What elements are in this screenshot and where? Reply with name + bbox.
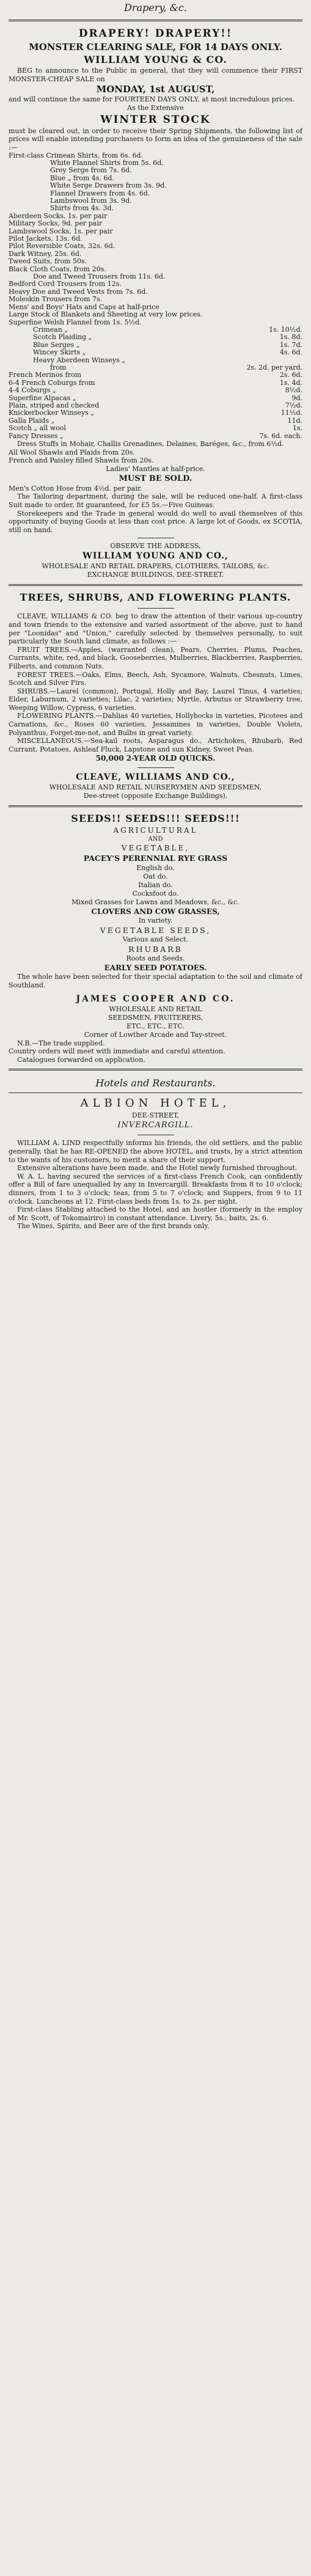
ad-agricultural: AGRICULTURAL: [113, 826, 198, 835]
price-list-item: Black Cloth Coats, from 20s.: [9, 265, 106, 273]
ad-trade-seeds-2: SEEDSMEN, FRUITERERS,: [108, 1013, 203, 1022]
price-list-item: Doe and Tweed Trousers from 11s. 6d.: [33, 273, 166, 281]
ad-stock-lead: As the Extensive: [127, 103, 184, 112]
ad-trade-trees: WHOLESALE AND RETAIL NURSERYMEN AND SEEDSMEN,: [49, 783, 262, 792]
ad-hose: Men's Cotton Hose from 4½d. per pair.: [9, 484, 142, 492]
ad-address-trees: Dee-street (opposite Exchange Buildings).: [83, 792, 228, 800]
drapery-advertisement: [9, 0, 302, 579]
price-list-item: Grey Serge from 7s. 6d.: [50, 166, 132, 175]
price-list-item: Pilot Reversible Coats, 32s. 6d.: [9, 242, 115, 251]
ad-various: Various and Select.: [122, 935, 189, 944]
seeds-advertisement: [9, 812, 302, 1064]
divider: [9, 20, 302, 21]
ad-mixed-grasses: Mixed Grasses for Lawns and Meadows, &c., &c.: [71, 898, 240, 907]
price-list-item: Flannel Drawers from 4s. 6d.: [50, 189, 150, 197]
price-list-item: Scotch „ all wool: [9, 424, 66, 433]
price-list-item: Fancy Dresses „: [9, 431, 64, 440]
ad-hotel-street: DEE-STREET,: [131, 1111, 180, 1120]
price-list-item: Lambswool from 3s. 9d.: [50, 197, 132, 205]
ad-forest-trees: FOREST TREES.—Oaks, Elms, Beech, Ash, Sycamore, Walnuts, Chesnuts, Limes, Scotch and Silver Firs.: [9, 670, 302, 687]
price-list-item: Scotch Plaiding „: [33, 333, 92, 342]
ad-trade-seeds-3: ETC., ETC., ETC.: [126, 1022, 185, 1030]
ad-clovers: CLOVERS AND COW GRASSES,: [91, 907, 220, 917]
price-list-item: Superfine Alpacas „: [9, 393, 76, 402]
section-heading-drapery: Drapery, &c.: [124, 2, 187, 13]
ad-must-be-sold: MUST BE SOLD.: [119, 474, 192, 483]
ad-vegetable: VEGETABLE,: [121, 844, 190, 853]
price-list-item: Blue Serges „: [33, 340, 80, 349]
price-list-item: White Serge Drawers from 3s. 9d.: [50, 181, 167, 190]
ad-nb: N.B.—The trade supplied.: [17, 1039, 105, 1047]
price-list-item: Pilot Jackets, 13s. 6d.: [9, 235, 82, 243]
price-list-item: White Flannel Shirts from 5s. 6d.: [50, 158, 164, 167]
price-list-item: Bedford Cord Trousers from 12s.: [9, 280, 122, 288]
ad-firm-trees: CLEAVE, WILLIAMS AND CO.,: [76, 772, 235, 783]
ad-title-trees: TREES, SHRUBS, AND FLOWERING PLANTS.: [20, 591, 291, 604]
price-list-item: Lambswool Socks, 1s. per pair: [9, 227, 113, 235]
ad-trade-seeds-1: WHOLESALE AND RETAIL: [109, 1004, 202, 1013]
ad-quicks: 50,000 2-YEAR OLD QUICKS.: [95, 754, 216, 763]
trees-advertisement: [9, 591, 302, 800]
ad-flowering-plants: FLOWERING PLANTS.—Dahlias 40 varieties, Hollyhocks in varieties, Picotees and Carnations, &c., Roses 60 varieties, Jessamines in varieties, Double Violets, Polyanthus, Forget-me-not, and Bulbs in great variety.: [9, 712, 302, 737]
ad-hotel-para-2: Extensive alterations have been made, and the Hotel newly furnished throughout.: [17, 1164, 298, 1173]
price-list-item: Heavy Aberdeen Winseys „: [33, 356, 125, 364]
ad-sale-title: MONSTER CLEARING SALE, FOR 14 DAYS ONLY.: [29, 42, 282, 53]
ad-miscellaneous: MISCELLANEOUS.—Sea-kail roots, Asparagus do., Artichokes, Rhubarb, Red Currant, Potatoes, Ashleaf Fluck, Lapstone and sun Kidney, Sweet Peas.: [9, 737, 302, 753]
ad-firm-seeds: JAMES COOPER AND CO.: [76, 993, 235, 1004]
price-list-item: Tweed Suits, from 50s.: [9, 257, 87, 266]
price-list-item: Military Socks, 9d. per pair: [9, 219, 103, 228]
ad-corner: Corner of Lowther Arcade and Tay-street.: [84, 1030, 227, 1039]
ad-shrubs: SHRUBS.—Laurel (common), Portugal, Holly and Bay, Laurel Tinus, 4 varieties; Elder, Laburnum, 2 varieties; Lilac, 2 varieties; Myrtle, Arbutus or Strawberry tree, Weeping Willow, Cypress, 6 varieties.: [9, 687, 302, 712]
ad-country-orders: Country orders will meet with immediate and careful attention.: [9, 1047, 225, 1056]
price-list-item: Large Stock of Blankets and Sheeting at very low prices.: [9, 310, 203, 319]
ad-shawls: All Wool Shawls and Plaids from 20s.: [9, 448, 135, 456]
section-heading-hotels: Hotels and Restaurants.: [95, 1077, 216, 1089]
price-list-item: Plain, striped and checked: [9, 401, 100, 409]
divider: [137, 608, 174, 609]
ad-observe-address: OBSERVE THE ADDRESS,: [110, 542, 201, 551]
price-list-item: 6-4 French Coburgs from: [9, 378, 95, 387]
ad-tailoring: The Tailoring department, during the sale, will be reduced one-half. A first-class Suit made to order, fit guaranteed, for £5 5s.—Five Guineas.: [9, 492, 302, 509]
ad-shawls-french: French and Paisley filled Shawls from 20s.: [9, 456, 154, 465]
price-list-item: Moleskin Trousers from 7s.: [9, 295, 103, 304]
price-list-item: Crimean „: [33, 325, 68, 334]
price-list: First-class Crimean Shirts, from 6s. 6d. White Flannel Shirts from 5s. 6d. Grey Serge from 7s. 6d. Blue „ from 4s. 6d. White Serge Drawers from 3s. 9d. Flannel Drawers from 4s. 6d. Lambswool from 3s. 9d. Shirts from 4s. 3d. Aberdeen Socks, 1s. per pair Military Socks, 9d. per pair Lambswool Socks, 1s. per pair Pilot Jackets, 13s. 6d. Pilot Reversible Coats, 32s. 6d. Dark Witney, 25s. 6d. Tweed Suits, from 50s. Black Cloth Coats, from 20s. Doe and Tweed Trousers from 11s. 6d. Bedford Cord Trousers from 12s. Heavy Doe and Tweed Vests from 7s. 6d. Moleskin Trousers from 7s. Mens' and Boys' Hats and Caps at half-price Large Stock of Blankets and Sheeting at very low prices. Superfine Welsh Flannel from 1s. 5½d. Crimean „ 1s. 10½d. Scotch Plaiding „ 1s. 8d. Blue Serges „ 1s. 7d. Wincey Skirts „ 4s. 6d. Heavy Aberdeen Winseys „ from 2s. 2d. per yard. French Merinos from 2s. 6d. 6-4 French Coburgs from 1s. 4d. 4-4 Coburgs „ 8½d. Superfine Alpacas „ 9d. Plain, striped and checked 7½d. Knickerbocker Winseys „ 11½d. Galla Plaids „ 11d. Scotch „ all wool 1s. Fancy Dresses „ 7s. 6d. each.: [9, 151, 302, 440]
price-list-item: from: [50, 363, 67, 371]
ad-seed-potatoes: EARLY SEED POTATOES.: [104, 964, 207, 973]
ad-and: AND: [148, 836, 163, 843]
ad-trade-line: WHOLESALE AND RETAIL DRAPERS, CLOTHIERS, TAILORS, &c.: [42, 562, 269, 571]
price-list-item: Knickerbocker Winseys „: [9, 409, 95, 417]
ad-stock-title: WINTER STOCK: [100, 113, 211, 126]
ad-hotel-para-4: First-class Stabling attached to the Hotel, and an hostler (formerly in the employ of Mr. Scott, of Tokomairiro) in constant attendance. Livery, 5s.; baits, 2s. 6.: [9, 1206, 302, 1222]
price-list-item: Superfine Welsh Flannel from 1s. 5½d.: [9, 318, 142, 326]
ad-banner: DRAPERY! DRAPERY!!: [78, 27, 233, 40]
price-list-item: Galla Plaids „: [9, 416, 55, 425]
ad-vegetable-seeds: VEGETABLE SEEDS,: [100, 926, 211, 935]
price-list-item: 4-4 Coburgs „: [9, 386, 56, 395]
ad-rye-grass: PACEY'S PERENNIAL RYE GRASS: [83, 854, 228, 863]
ad-fruit-trees: FRUIT TREES.—Apples, (warranted clean), Pears, Cherries, Plums, Peaches, Currants, white, red, and black, Gooseberries, Mulberries, Blackberries, Raspberries, Filberts, and common Nuts.: [9, 645, 302, 670]
divider: [9, 805, 302, 807]
ad-firm-name: WILLIAM YOUNG & CO.: [84, 54, 227, 65]
ad-title-seeds: SEEDS!! SEEDS!!! SEEDS!!!: [71, 813, 240, 825]
divider: [137, 767, 174, 768]
price-list-item: First-class Crimean Shirts, from 6s. 6d.: [9, 151, 143, 159]
price-list-item: Mens' and Boys' Hats and Caps at half-price: [9, 302, 159, 311]
divider: [9, 1092, 302, 1093]
hotels-advertisement: [9, 1075, 302, 1231]
ad-storekeepers: Storekeepers and the Trade in general would do well to avail themselves of this opportunity of buying Goods at less than cost price. A large lot of Goods, ex SCOTIA, still on hand.: [9, 509, 302, 534]
ad-selected: The whole have been selected for their special adaptation to the soil and climate of Southland.: [9, 973, 302, 990]
ad-italian: Italian do.: [138, 881, 173, 890]
price-list-item: Dark Witney, 25s. 6d.: [9, 249, 82, 258]
ad-cocksfoot: Cocksfoot do.: [132, 890, 179, 898]
ad-mantles: Ladies' Mantles at half-price.: [106, 464, 205, 473]
price-list-item: Blue „ from 4s. 6d.: [50, 174, 114, 182]
ad-dress-stuffs: Dress Stuffs in Mohair, Challis Grenadines, Delaines, Baréges, &c., from 6½d.: [17, 440, 284, 448]
ad-english: English do.: [136, 864, 175, 873]
ad-address: EXCHANGE BUILDINGS, DEE-STREET.: [87, 571, 224, 579]
ad-in-variety: In variety.: [138, 917, 173, 925]
ad-stock-text: must be cleared out, in order to receive their Spring Shipments, the following list of prices will enable intending purchasers to form an idea of the genuineness of the sale :—: [9, 126, 302, 152]
price-list-item: Wincey Skirts „: [33, 348, 86, 357]
ad-catalogues: Catalogues forwarded on application.: [17, 1055, 145, 1064]
ad-hotel-town: INVERCARGILL.: [117, 1121, 194, 1130]
ad-hotel-title: ALBION HOTEL,: [80, 1097, 231, 1110]
ad-intro-continued: and will continue the same for FOURTEEN DAYS ONLY, at most incredulous prices.: [9, 95, 295, 104]
ad-hotel-para-3: W. A. L. having secured the services of a first-class French Cook, can confidently offer a Bill of fare unequalled by any in Invercargill. Breakfasts from 8 to 10 o'clock; dinners, from 1 to 3 o'clock; teas, from 5 to 7 o'clock; and Suppers, from 9 to 11 o'clock. Luncheons at 12. First-class beds from 1s. to 2s. per night.: [9, 1172, 302, 1206]
divider: [9, 1069, 302, 1070]
divider: [9, 584, 302, 586]
price-list-item: French Merinos from: [9, 371, 82, 379]
price-list-item: Heavy Doe and Tweed Vests from 7s. 6d.: [9, 287, 148, 296]
ad-intro: BEG to announce to the Public in general, that they will commence their FIRST MONSTER-CHEAP SALE on: [9, 67, 302, 83]
ad-roots: Roots and Seeds.: [126, 954, 185, 963]
ad-oat: Oat do.: [143, 873, 168, 881]
ad-sale-date: MONDAY, 1st AUGUST,: [96, 84, 215, 95]
price-list-item: Aberdeen Socks, 1s. per pair: [9, 211, 108, 220]
ad-rhubarb: RHUBARB: [128, 945, 183, 954]
ad-hotel-para-1: WILLIAM A. LIND respectfully informs his friends, the old settlers, and the public generally, that he has RE-OPENED the above HOTEL, and trusts, by a strict attention to the wants of his customers, to merit a share of their support.: [9, 1139, 302, 1164]
ad-intro-trees: CLEAVE, WILLIAMS & CO. beg to draw the attention of their various up-country and town friends to the extensive and varied assortment of the above, just to hand per "Loonidas" and "Union," carefully selected by themselves personally, to suit particularly the South land climate, as follows :—: [9, 612, 302, 646]
ad-firm-footer: WILLIAM YOUNG AND CO.,: [82, 551, 229, 562]
ad-hotel-para-5: The Wines, Spirits, and Beer are of the first brands only.: [17, 1222, 210, 1231]
price-list-item: Shirts from 4s. 3d.: [50, 204, 114, 213]
